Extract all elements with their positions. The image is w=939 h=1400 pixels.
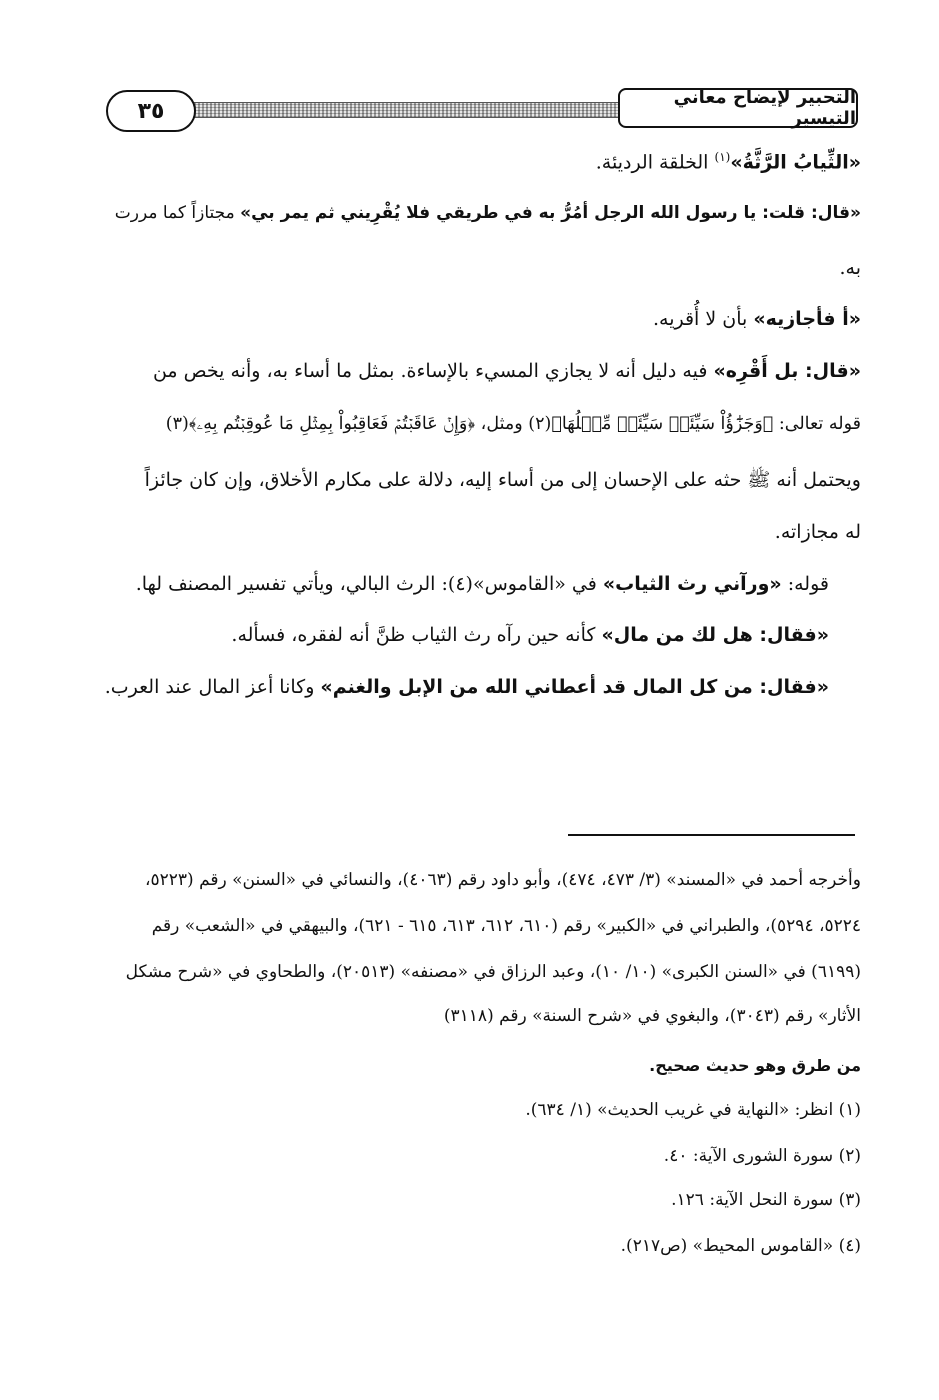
footnote-2: (٢) سورة الشورى الآية: ٤٠.: [663, 1146, 861, 1166]
hadith-quote-raani: «ورآني رث الثياب»: [602, 573, 782, 595]
p1-text: الخلقة الرديئة.: [595, 151, 715, 174]
hadith-quote-hal-laka: «فقال: هل لك من مال»: [601, 624, 829, 646]
footnote-3: (٣) سورة النحل الآية: ١٢٦.: [671, 1190, 861, 1210]
line-p4d: له مجازاته.: [774, 521, 861, 543]
hadith-quote-min-kull: «فقال: من كل المال قد أعطاني الله من الإبل والغنم»: [320, 676, 829, 698]
hadith-quote-ujazih: «أ فأجازيه»: [753, 308, 861, 330]
p6-text: كأنه حين رآه رث الثياب ظنَّ أنه لفقره، فسأله.: [231, 624, 602, 646]
page-number: ٣٥: [106, 90, 196, 132]
line-p3: [653, 308, 861, 330]
line-p6: [231, 624, 829, 646]
p7-text: وكانا أعز المال عند العرب.: [104, 676, 321, 698]
hadith-quote-aqrih: «قال: بل أَقْرِه»: [713, 360, 861, 382]
p2a-text: مجتازاً كما مررت: [114, 203, 241, 223]
footnote-1: (١) انظر: «النهاية في غريب الحديث» (١/ ٦٣٤).: [525, 1100, 861, 1120]
footnote-takhrij-line-3: (٦١٩٩) في «السنن الكبرى» (١٠/ ١٠)، وعبد الرزاق في «مصنفه» (٢٠٥١٣)، والطحاوي في «شرح مشكل: [125, 962, 861, 982]
p5-text: في «القاموس»(٤): الرث البالي، ويأتي تفسير المصنف لها.: [135, 573, 603, 595]
footnote-takhrij-line-2: ٥٢٢٤، ٥٢٩٤)، والطبراني في «الكبير» رقم (٦١٠، ٦١٢، ٦١٣، ٦١٥ - ٦٢١)، والبيهقي في «الشعب» رقم: [151, 916, 861, 936]
line-p2a: [115, 203, 861, 223]
book-title: التحبير لإيضاح معاني التيسير: [618, 88, 858, 128]
line-p4b-quran-verses: قوله تعالى: ﴿وَجَزَٰٓؤُاْ سَيِّئَةٖ سَيِّئَةٞ مِّثۡلُهَا﴾(٢) ومثل، ﴿وَإِنۡ عَاقَبۡتُمۡ فَعَاقِبُواْ بِمِثۡلِ مَا عُوقِبۡتُم بِهِۦ﴾(٣): [165, 414, 861, 434]
page-header: [96, 88, 858, 132]
p4a-text: فيه دليل أنه لا يجازي المسيء بالإساءة. بمثل ما أساء به، وأنه يخص من: [152, 360, 714, 382]
p5-pre: قوله:: [781, 573, 829, 595]
footnote-ref-1: (١): [714, 150, 731, 164]
p3-text: بأن لا أُقريه.: [652, 308, 754, 330]
line-p4a: [153, 360, 861, 382]
footnote-4: (٤) «القاموس المحيط» (ص٢١٧).: [620, 1236, 861, 1256]
footnote-takhrij-line-4: الأثار» رقم (٣٠٤٣)، والبغوي في «شرح السنة» رقم (٣١١٨): [443, 1006, 861, 1026]
line-p1: [596, 150, 861, 173]
footnote-divider: [568, 834, 855, 836]
line-p2b: به.: [839, 257, 861, 279]
footnote-takhrij-line-1: وأخرجه أحمد في «المسند» (٣/ ٤٧٣، ٤٧٤)، وأبو داود رقم (٤٠٦٣)، والنسائي في «السنن» رقم (٥٢٢٣،: [145, 870, 861, 890]
footnote-takhrij-grade: من طرق وهو حديث صحيح.: [649, 1056, 861, 1075]
line-p7: [105, 676, 829, 698]
line-p4c: ويحتمل أنه ﷺ حثه على الإحسان إلى من أساء إليه، دلالة على مكارم الأخلاق، وإن كان جائزاً: [144, 469, 861, 491]
header-ornament-band: [166, 102, 638, 118]
term-rath-clothes: «الثِّيابُ الرَّثَّةُ»: [730, 151, 861, 174]
line-p5: [136, 573, 829, 595]
hadith-quote-qala: «قال: قلت: يا رسول الله الرجل أمُرُّ به في طريقي فلا يُقْرِيني ثم يمر بي»: [240, 203, 861, 223]
